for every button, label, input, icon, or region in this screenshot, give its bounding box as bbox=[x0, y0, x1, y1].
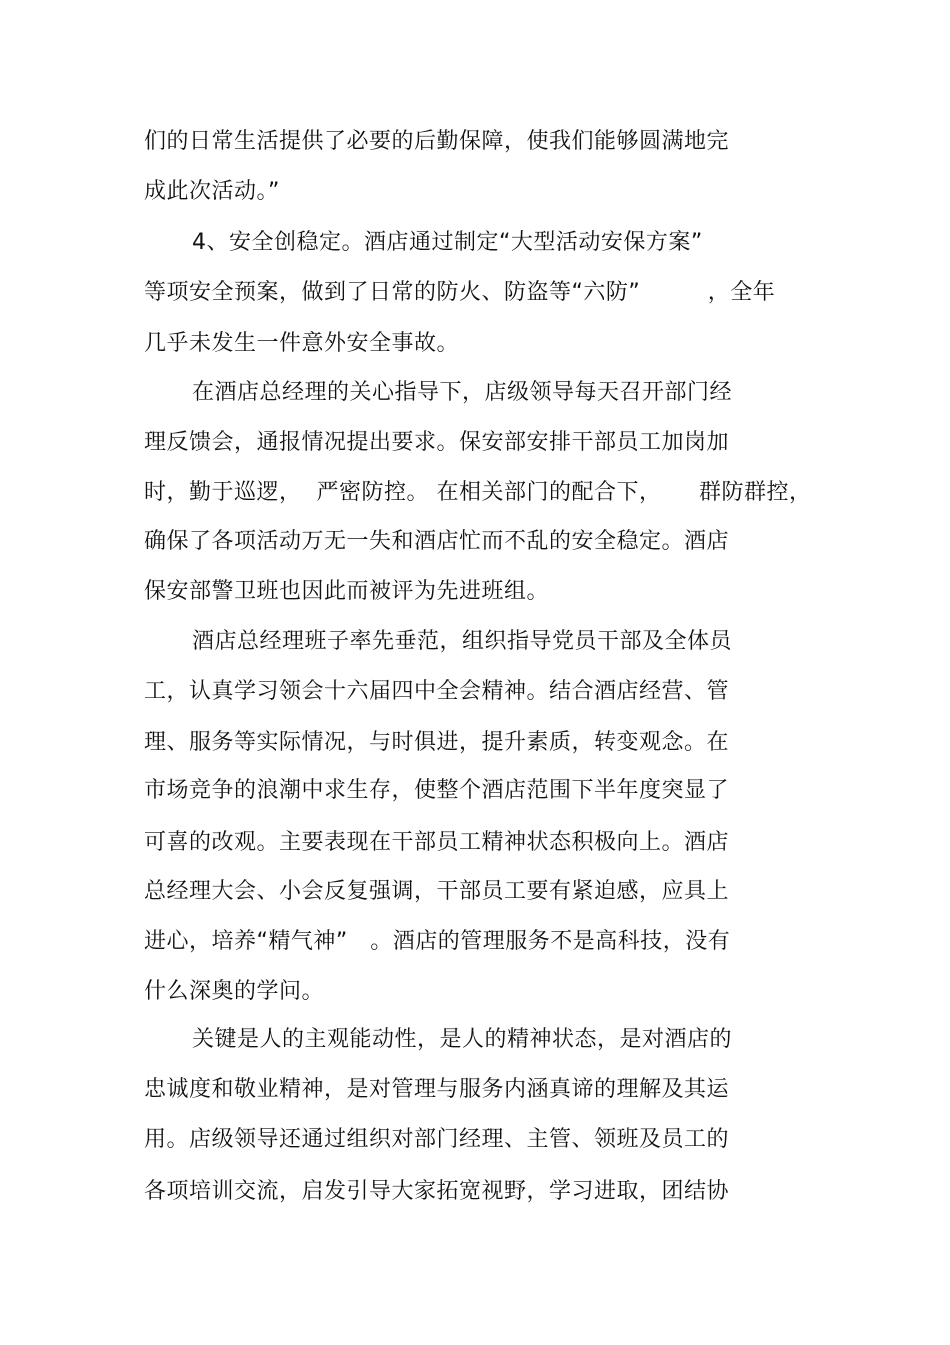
text-line-12: 工，认真学习领会十六届四中全会精神。结合酒店经营、管 bbox=[144, 679, 730, 704]
text-line-18: 什么深奥的学问。 bbox=[144, 979, 325, 1004]
text-line-11: 酒店总经理班子率先垂范，组织指导党员干部及全体员 bbox=[192, 629, 733, 654]
text-line-16: 总经理大会、小会反复强调，干部员工要有紧迫感，应具上 bbox=[144, 879, 730, 904]
text-line-1: 们的日常生活提供了必要的后勤保障，使我们能够圆满地完 bbox=[144, 129, 730, 154]
text-line-4: 等项安全预案，做到了日常的防火、防盗等“六防” ，全年 bbox=[144, 280, 776, 305]
text-line-20: 忠诚度和敬业精神，是对管理与服务内涵真谛的理解及其运 bbox=[144, 1077, 730, 1102]
text-line-5: 几乎未发生一件意外安全事故。 bbox=[144, 331, 460, 356]
text-line-9: 确保了各项活动万无一失和酒店忙而不乱的安全稳定。酒店 bbox=[144, 529, 730, 554]
text-line-22: 各项培训交流，启发引导大家拓宽视野，学习进取，团结协 bbox=[144, 1179, 730, 1204]
text-line-15: 可喜的改观。主要表现在干部员工精神状态积极向上。酒店 bbox=[144, 830, 730, 855]
text-line-2: 成此次活动。” bbox=[144, 179, 280, 204]
text-line-14: 市场竞争的浪潮中求生存，使整个酒店范围下半年度突显了 bbox=[144, 778, 730, 803]
text-line-6: 在酒店总经理的关心指导下，店级领导每天召开部门经 bbox=[192, 380, 733, 405]
text-line-10: 保安部警卫班也因此而被评为先进班组。 bbox=[144, 579, 550, 604]
text-line-7: 理反馈会，通报情况提出要求。保安部安排干部员工加岗加 bbox=[144, 430, 730, 455]
text-line-17: 进心，培养“精气神” 。酒店的管理服务不是高科技，没有 bbox=[144, 929, 731, 954]
text-line-21: 用。店级领导还通过组织对部门经理、主管、领班及员工的 bbox=[144, 1127, 730, 1152]
text-line-3: 4、安全创稳定。酒店通过制定“大型活动安保方案” bbox=[192, 230, 703, 255]
text-line-19: 关键是人的主观能动性，是人的精神状态，是对酒店的 bbox=[192, 1027, 733, 1052]
text-line-8: 时，勤于巡逻， 严密防控。 在相关部门的配合下， 群防群控， bbox=[144, 480, 812, 505]
text-line-13: 理、服务等实际情况，与时俱进，提升素质，转变观念。在 bbox=[144, 730, 730, 755]
